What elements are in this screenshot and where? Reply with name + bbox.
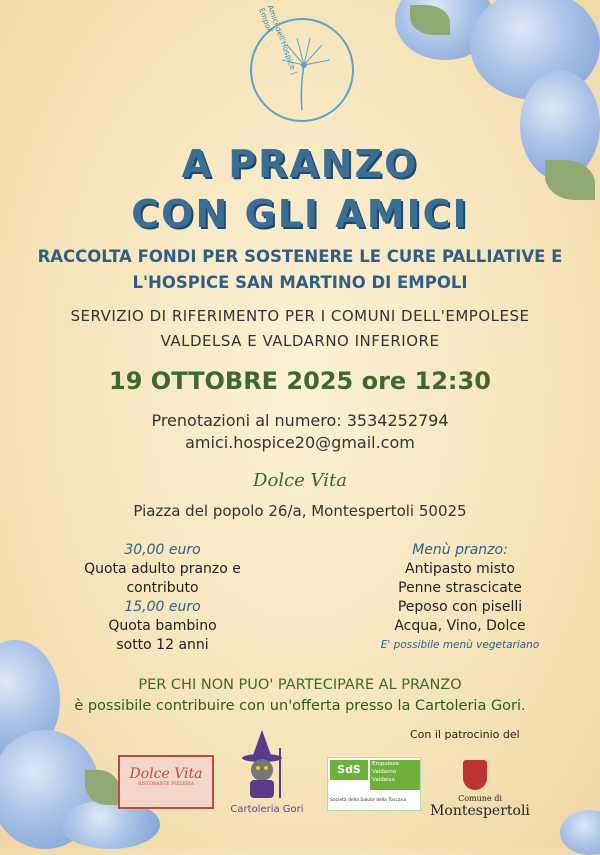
comune-label-big: Montespertoli — [430, 803, 530, 819]
adult-description-1: Quota adulto pranzo e — [84, 561, 241, 577]
menu-item: Antipasto misto — [405, 561, 515, 577]
sds-logo — [327, 757, 421, 811]
subtitle-line-1: RACCOLTA FONDI PER SOSTENERE LE CURE PALLIATIVE E — [37, 247, 563, 266]
sds-logo-text: SdS — [330, 760, 368, 780]
child-price: 15,00 euro — [124, 599, 201, 615]
service-line-1: SERVIZIO DI RIFERIMENTO PER I COMUNI DELL'EMPOLESE — [70, 307, 530, 325]
page-title-line-2: CON GLI AMICI — [131, 192, 469, 236]
donation-heading: PER CHI NON PUO' PARTECIPARE AL PRANZO — [138, 677, 462, 693]
logo-text: Amici dell'Hospice | Empoli — [257, 3, 300, 76]
comune-label-small: Comune di — [458, 794, 502, 803]
cartoleria-gori-label: Cartoleria Gori — [230, 804, 304, 815]
adult-description-2: contributo — [126, 580, 199, 596]
booking-phone: Prenotazioni al numero: 3534252794 — [151, 411, 449, 430]
comune-montespertoli-label — [425, 794, 535, 819]
price-section — [55, 541, 270, 655]
menu-section — [350, 541, 570, 655]
booking-email: amici.hospice20@gmail.com — [185, 433, 415, 452]
coat-of-arms-icon — [463, 760, 487, 790]
service-line-2: VALDELSA E VALDARNO INFERIORE — [160, 332, 440, 350]
child-description-2: sotto 12 anni — [116, 637, 209, 653]
adult-price: 30,00 euro — [124, 542, 201, 558]
menu-heading: Menù pranzo: — [412, 542, 508, 558]
vegetarian-note: E' possibile menù vegetariano — [380, 639, 540, 651]
venue-address: Piazza del popolo 26/a, Montespertoli 50025 — [133, 502, 467, 520]
sds-logo-region: Empolese Valdarno Valdelsa — [370, 760, 420, 790]
donation-text: è possibile contribuire con un'offerta presso la Cartoleria Gori. — [74, 698, 526, 714]
venue-name: Dolce Vita — [253, 470, 347, 491]
dolce-vita-logo-subtext: RISTORANTE PIZZERIA — [138, 782, 194, 787]
menu-item: Peposo con piselli — [397, 599, 523, 615]
sds-logo-footer: Società della Salute della Toscana — [330, 798, 407, 803]
event-date: 19 OTTOBRE 2025 ore 12:30 — [109, 367, 491, 395]
dolce-vita-logo-text: Dolce Vita — [129, 766, 203, 782]
menu-item: Penne strascicate — [398, 580, 522, 596]
subtitle-line-2: L'HOSPICE SAN MARTINO DI EMPOLI — [132, 273, 468, 292]
child-description-1: Quota bambino — [108, 618, 217, 634]
wizard-icon — [232, 728, 287, 800]
dolce-vita-logo — [118, 755, 214, 809]
menu-item: Acqua, Vino, Dolce — [394, 618, 526, 634]
page-title-line-1: A PRANZO — [181, 142, 419, 186]
patronage-label: Con il patrocinio del — [410, 728, 520, 741]
hydrangea-bottom-right-decoration — [560, 810, 600, 855]
